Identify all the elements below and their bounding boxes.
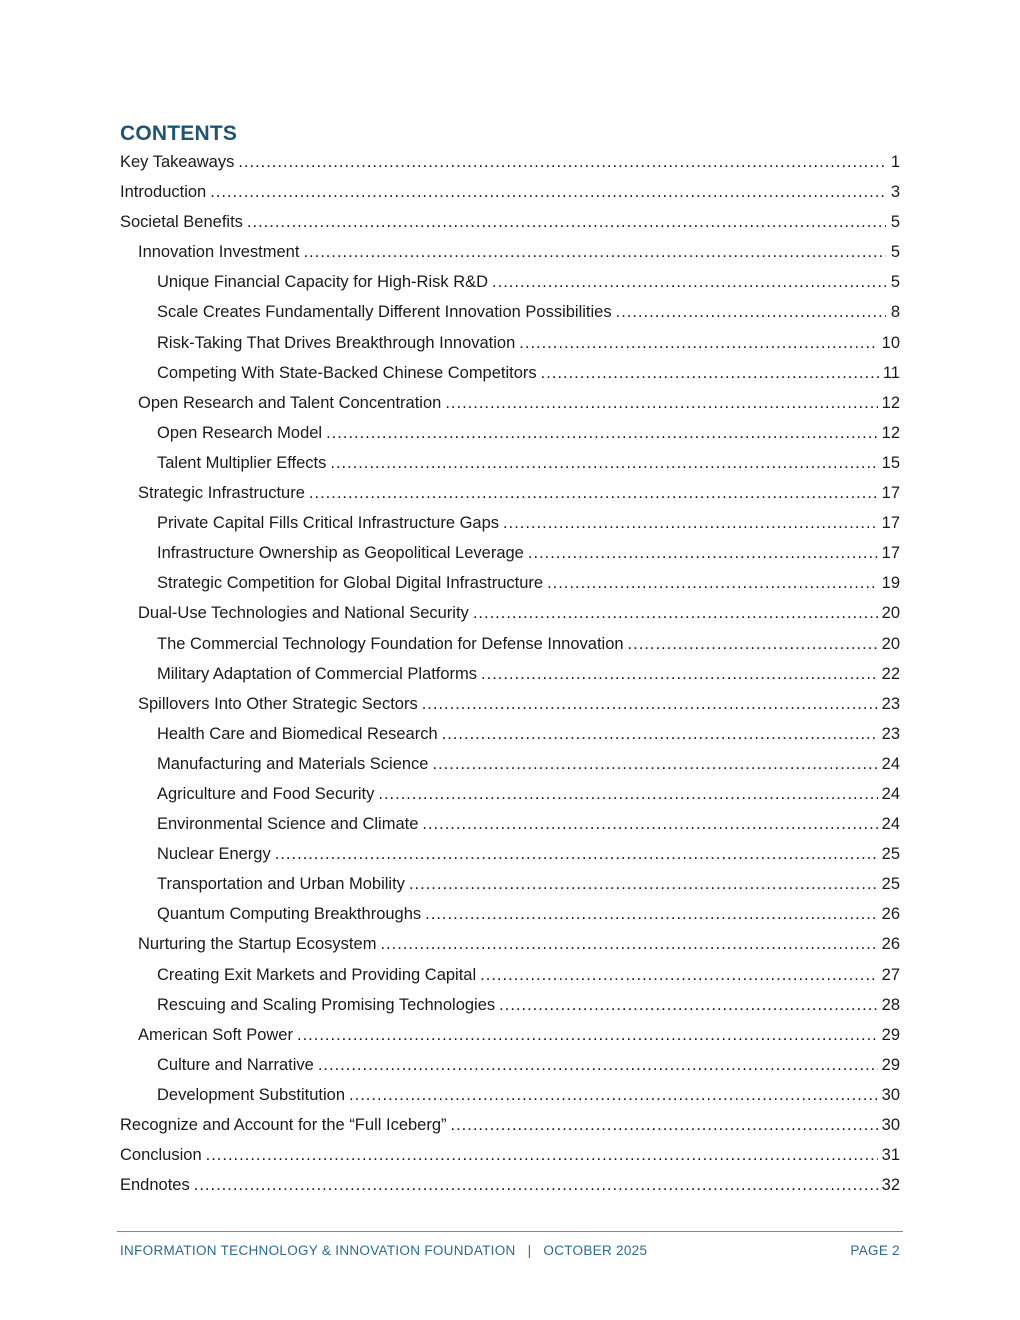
toc-dot-leader [378, 779, 877, 809]
toc-entry-title: Military Adaptation of Commercial Platforms [157, 664, 478, 683]
toc-entry[interactable] [120, 147, 900, 177]
toc-entry-title: Nuclear Energy [157, 845, 271, 864]
toc-entry[interactable] [120, 809, 900, 839]
toc-entry[interactable] [120, 929, 900, 959]
footer-organization: INFORMATION TECHNOLOGY & INNOVATION FOUNDATION [120, 1243, 516, 1258]
toc-dot-leader [422, 689, 878, 719]
toc-dot-leader [528, 538, 878, 568]
toc-entry-title: Rescuing and Scaling Promising Technologies [157, 995, 496, 1014]
toc-dot-leader [492, 267, 886, 297]
toc-entry-title: Societal Benefits [120, 213, 243, 232]
toc-entry-page: 23 [881, 724, 900, 743]
toc-entry[interactable] [120, 538, 900, 568]
toc-dot-leader [451, 1110, 878, 1140]
footer-page-number: PAGE 2 [850, 1243, 900, 1258]
toc-entry[interactable] [120, 779, 900, 809]
toc-dot-leader [326, 418, 878, 448]
toc-entry-page: 29 [881, 1025, 900, 1044]
toc-entry[interactable] [120, 659, 900, 689]
footer-separator: | [527, 1243, 532, 1258]
toc-entry-title: Open Research and Talent Concentration [138, 393, 442, 412]
toc-entry-page: 12 [881, 423, 900, 442]
footer-divider [117, 1231, 903, 1232]
toc-entry-title: The Commercial Technology Foundation for Defense Innovation [157, 634, 624, 653]
toc-entry-title: Risk-Taking That Drives Breakthrough Innovation [157, 333, 516, 352]
toc-entry[interactable] [120, 418, 900, 448]
toc-entry-title: Recognize and Account for the “Full Iceberg” [120, 1116, 447, 1134]
toc-entry-title: Innovation Investment [138, 243, 300, 262]
toc-entry-page: 29 [881, 1055, 900, 1074]
toc-entry-title: Health Care and Biomedical Research [157, 724, 438, 743]
toc-entry-title: Transportation and Urban Mobility [157, 875, 405, 894]
toc-entry-page: 25 [881, 875, 900, 894]
toc-entry-page: 5 [890, 213, 900, 232]
toc-entry-page: 27 [881, 965, 900, 984]
toc-dot-leader [519, 328, 877, 358]
toc-entry-title: Culture and Narrative [157, 1055, 314, 1074]
toc-entry-page: 12 [881, 393, 900, 412]
toc-entry[interactable] [120, 207, 900, 237]
toc-entry[interactable] [120, 1020, 900, 1050]
toc-entry-page: 20 [881, 604, 900, 623]
toc-entry-title: Manufacturing and Materials Science [157, 754, 429, 773]
toc-entry[interactable] [120, 749, 900, 779]
toc-dot-leader [309, 478, 878, 508]
toc-dot-leader [206, 1140, 878, 1170]
toc-entry-page: 28 [881, 995, 900, 1014]
toc-dot-leader [499, 990, 877, 1020]
toc-entry[interactable] [120, 1080, 900, 1110]
toc-entry[interactable] [120, 689, 900, 719]
toc-entry-page: 5 [890, 273, 900, 292]
toc-entry-title: Private Capital Fills Critical Infrastructure Gaps [157, 514, 500, 533]
toc-entry[interactable] [120, 899, 900, 929]
toc-entry-page: 22 [881, 664, 900, 683]
toc-dot-leader [194, 1170, 878, 1200]
toc-dot-leader [275, 839, 878, 869]
toc-entry-title: Dual-Use Technologies and National Security [138, 604, 469, 623]
toc-entry[interactable] [120, 1170, 900, 1200]
toc-entry[interactable] [120, 508, 900, 538]
toc-dot-leader [473, 598, 878, 628]
toc-entry-title: Nurturing the Startup Ecosystem [138, 935, 377, 954]
toc-dot-leader [318, 1050, 878, 1080]
toc-entry[interactable] [120, 478, 900, 508]
toc-dot-leader [210, 177, 886, 207]
toc-dot-leader [442, 719, 878, 749]
toc-entry[interactable] [120, 177, 900, 207]
toc-dot-leader [238, 147, 886, 177]
toc-entry[interactable] [120, 448, 900, 478]
toc-dot-leader [503, 508, 878, 538]
toc-dot-leader [297, 1020, 878, 1050]
toc-entry[interactable] [120, 1140, 900, 1170]
toc-entry-page: 31 [881, 1146, 900, 1165]
toc-entry-title: Endnotes [120, 1176, 190, 1195]
toc-dot-leader [303, 237, 886, 267]
toc-dot-leader [349, 1080, 878, 1110]
toc-entry-title: Conclusion [120, 1146, 202, 1165]
toc-dot-leader [616, 297, 886, 327]
toc-entry-title: Unique Financial Capacity for High-Risk R&D [157, 273, 489, 292]
toc-entry[interactable] [120, 598, 900, 628]
toc-entry-page: 11 [882, 363, 900, 382]
toc-entry[interactable] [120, 839, 900, 869]
toc-dot-leader [445, 388, 877, 418]
toc-entry-page: 17 [881, 544, 900, 563]
toc-dot-leader [330, 448, 877, 478]
toc-entry-title: Talent Multiplier Effects [157, 453, 327, 472]
toc-entry[interactable] [120, 237, 900, 267]
toc-dot-leader [422, 809, 877, 839]
toc-entry-title: Creating Exit Markets and Providing Capital [157, 965, 477, 984]
toc-entry-title: Environmental Science and Climate [157, 815, 419, 834]
toc-entry-page: 10 [881, 333, 900, 352]
toc-entry-title: Development Substitution [157, 1085, 346, 1104]
toc-dot-leader [481, 659, 878, 689]
toc-dot-leader [547, 568, 878, 598]
toc-entry-title: Strategic Competition for Global Digital Infrastructure [157, 574, 544, 593]
toc-entry-title: American Soft Power [138, 1025, 293, 1044]
toc-entry-title: Infrastructure Ownership as Geopolitical Leverage [157, 544, 524, 563]
toc-entry[interactable] [120, 869, 900, 899]
toc-entry-page: 17 [881, 484, 900, 503]
toc-entry-page: 23 [881, 694, 900, 713]
toc-dot-leader [425, 899, 877, 929]
toc-dot-leader [541, 358, 879, 388]
toc-entry-title: Spillovers Into Other Strategic Sectors [138, 694, 418, 713]
toc-entry[interactable] [120, 960, 900, 990]
toc-entry-page: 8 [890, 303, 900, 322]
toc-entry-page: 30 [881, 1085, 900, 1104]
toc-entry-page: 26 [881, 935, 900, 954]
toc-dot-leader [628, 629, 878, 659]
page-title: CONTENTS [120, 122, 238, 145]
toc-entry-page: 24 [881, 784, 900, 803]
toc-entry[interactable] [120, 297, 900, 327]
toc-dot-leader [409, 869, 878, 899]
toc-entry[interactable] [120, 1110, 900, 1140]
toc-entry-page: 30 [881, 1116, 900, 1134]
toc-entry[interactable] [120, 358, 900, 388]
toc-dot-leader [432, 749, 877, 779]
toc-entry[interactable] [120, 267, 900, 297]
toc-entry-title: Key Takeaways [120, 153, 235, 171]
toc-entry-title: Agriculture and Food Security [157, 784, 375, 803]
toc-entry-title: Competing With State-Backed Chinese Competitors [157, 363, 537, 382]
page-footer [120, 1243, 900, 1258]
toc-entry-page: 32 [881, 1176, 900, 1195]
toc-dot-leader [247, 207, 886, 237]
toc-entry-title: Quantum Computing Breakthroughs [157, 905, 422, 924]
footer-left [120, 1243, 647, 1258]
toc-entry[interactable] [120, 328, 900, 358]
toc-entry-page: 25 [881, 845, 900, 864]
toc-entry[interactable] [120, 568, 900, 598]
toc-entry-page: 26 [881, 905, 900, 924]
footer-date: OCTOBER 2025 [543, 1243, 648, 1258]
table-of-contents [120, 147, 900, 1200]
toc-entry-title: Strategic Infrastructure [138, 484, 305, 503]
toc-entry[interactable] [120, 388, 900, 418]
toc-entry-page: 15 [881, 453, 900, 472]
toc-entry-page: 5 [890, 243, 900, 262]
toc-entry-page: 24 [881, 815, 900, 834]
toc-entry-page: 17 [881, 514, 900, 533]
toc-dot-leader [380, 929, 877, 959]
toc-entry[interactable] [120, 719, 900, 749]
toc-entry-page: 1 [890, 153, 900, 171]
toc-entry-page: 19 [881, 574, 900, 593]
toc-entry[interactable] [120, 629, 900, 659]
toc-entry[interactable] [120, 1050, 900, 1080]
toc-entry-page: 3 [890, 183, 900, 202]
toc-entry-title: Introduction [120, 183, 207, 202]
toc-entry-page: 24 [881, 754, 900, 773]
toc-entry[interactable] [120, 990, 900, 1020]
toc-entry-title: Open Research Model [157, 423, 323, 442]
toc-entry-page: 20 [881, 634, 900, 653]
toc-entry-title: Scale Creates Fundamentally Different Innovation Possibilities [157, 303, 612, 322]
toc-dot-leader [480, 960, 877, 990]
